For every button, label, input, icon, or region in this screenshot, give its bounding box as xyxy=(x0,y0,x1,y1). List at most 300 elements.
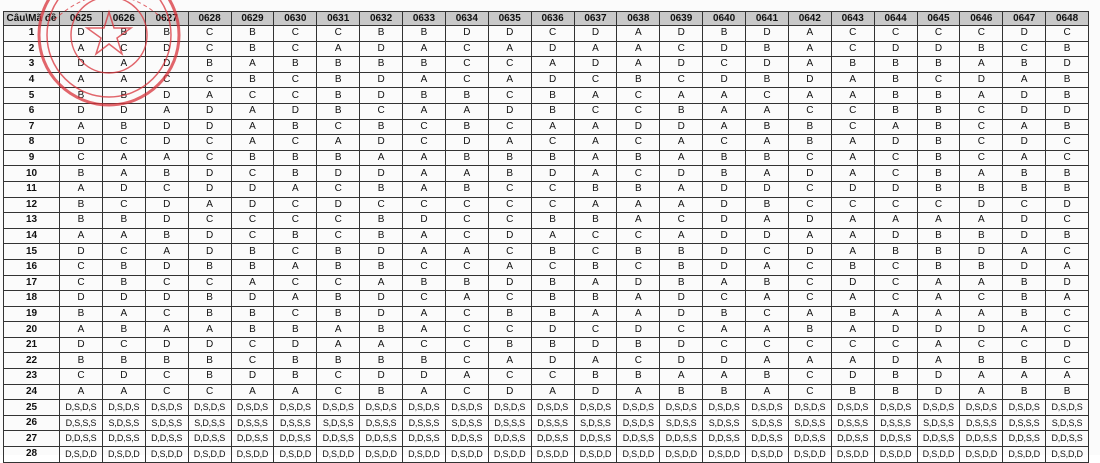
question-number: 2 xyxy=(4,41,60,57)
answer-cell: A xyxy=(574,306,617,322)
answer-cell: A xyxy=(403,41,446,57)
answer-cell: B xyxy=(703,384,746,400)
answer-cell: C xyxy=(1046,244,1089,260)
exam-code-header: 0643 xyxy=(831,12,874,26)
answer-cell: B xyxy=(274,353,317,369)
question-number: 4 xyxy=(4,72,60,88)
question-number: 5 xyxy=(4,88,60,104)
exam-code-header: 0633 xyxy=(403,12,446,26)
answer-cell: D xyxy=(488,228,531,244)
answer-cell: A xyxy=(231,119,274,135)
answer-cell: A xyxy=(317,337,360,353)
answer-cell: D xyxy=(360,41,403,57)
answer-cell: D xyxy=(60,57,103,73)
answer-cell: S,D,S,S xyxy=(445,415,488,431)
answer-cell: D xyxy=(360,72,403,88)
answer-cell: A xyxy=(445,369,488,385)
answer-cell: B xyxy=(874,244,917,260)
answer-cell: B xyxy=(831,306,874,322)
answer-cell: D xyxy=(231,197,274,213)
answer-cell: C xyxy=(445,259,488,275)
answer-cell: C xyxy=(788,369,831,385)
answer-cell: A xyxy=(102,166,145,182)
answer-cell: A xyxy=(574,135,617,151)
answer-cell: B xyxy=(574,291,617,307)
answer-cell: A xyxy=(617,41,660,57)
answer-cell: D,S,D,D xyxy=(574,447,617,463)
answer-cell: B xyxy=(317,353,360,369)
answer-cell: S,D,S,S xyxy=(660,415,703,431)
answer-cell: B xyxy=(831,384,874,400)
answer-cell: B xyxy=(360,228,403,244)
answer-cell: C xyxy=(274,135,317,151)
answer-cell: D,D,S,S xyxy=(703,431,746,447)
answer-cell: A xyxy=(917,213,960,229)
answer-cell: B xyxy=(445,119,488,135)
answer-cell: B xyxy=(831,259,874,275)
answer-cell: C xyxy=(660,72,703,88)
answer-cell: B xyxy=(317,244,360,260)
answer-cell: B xyxy=(746,41,789,57)
answer-cell: D xyxy=(1003,135,1046,151)
answer-cell: C xyxy=(188,150,231,166)
answer-cell: B xyxy=(445,181,488,197)
answer-cell: S,D,S,S xyxy=(746,415,789,431)
answer-cell: A xyxy=(831,135,874,151)
question-number: 12 xyxy=(4,197,60,213)
answer-cell: B xyxy=(917,181,960,197)
answer-cell: D xyxy=(1003,228,1046,244)
answer-cell: B xyxy=(531,150,574,166)
answer-cell: D xyxy=(1046,103,1089,119)
answer-cell: B xyxy=(874,103,917,119)
answer-cell: D xyxy=(874,41,917,57)
answer-cell: D xyxy=(874,181,917,197)
answer-cell: D xyxy=(60,337,103,353)
answer-cell: B xyxy=(317,306,360,322)
answer-cell: C xyxy=(1046,306,1089,322)
answer-cell: B xyxy=(317,291,360,307)
table-row xyxy=(4,369,1089,385)
answer-cell: B xyxy=(1046,88,1089,104)
question-number: 16 xyxy=(4,259,60,275)
answer-cell: D xyxy=(660,166,703,182)
answer-cell: A xyxy=(445,103,488,119)
exam-code-header: 0627 xyxy=(145,12,188,26)
question-number: 26 xyxy=(4,415,60,431)
table-row xyxy=(4,181,1089,197)
answer-cell: C xyxy=(60,259,103,275)
answer-cell: C xyxy=(703,337,746,353)
answer-cell: C xyxy=(231,337,274,353)
answer-cell: D,S,D,S xyxy=(746,400,789,416)
answer-cell: D,S,D,S xyxy=(660,400,703,416)
answer-cell: B xyxy=(703,26,746,42)
answer-cell: D,D,S,S xyxy=(874,431,917,447)
answer-cell: B xyxy=(960,41,1003,57)
table-row xyxy=(4,291,1089,307)
answer-cell: D,S,D,D xyxy=(1003,447,1046,463)
answer-cell: C xyxy=(188,384,231,400)
question-number: 7 xyxy=(4,119,60,135)
answer-cell: B xyxy=(574,213,617,229)
answer-cell: D xyxy=(746,228,789,244)
answer-cell: B xyxy=(102,119,145,135)
answer-cell: D,S,S,S xyxy=(360,415,403,431)
answer-cell: A xyxy=(831,244,874,260)
answer-cell: A xyxy=(746,322,789,338)
answer-cell: D,S,D,D xyxy=(660,447,703,463)
answer-cell: D,S,D,D xyxy=(617,447,660,463)
answer-cell: B xyxy=(660,275,703,291)
answer-cell: B xyxy=(102,259,145,275)
answer-cell: A xyxy=(960,166,1003,182)
answer-cell: B xyxy=(531,337,574,353)
exam-code-header: 0630 xyxy=(274,12,317,26)
answer-cell: S,D,S,S xyxy=(1046,415,1089,431)
answer-cell: D xyxy=(788,244,831,260)
table-row xyxy=(4,26,1089,42)
answer-cell: C xyxy=(188,41,231,57)
answer-cell: C xyxy=(1003,41,1046,57)
answer-cell: C xyxy=(231,353,274,369)
answer-cell: A xyxy=(746,103,789,119)
answer-cell: A xyxy=(445,244,488,260)
answer-cell: D,S,D,D xyxy=(231,447,274,463)
answer-cell: A xyxy=(917,306,960,322)
answer-cell: S,D,S,S xyxy=(188,415,231,431)
answer-cell: C xyxy=(574,228,617,244)
answer-cell: B xyxy=(231,41,274,57)
header-row xyxy=(4,12,1089,26)
answer-cell: C xyxy=(188,26,231,42)
answer-cell: C xyxy=(960,135,1003,151)
answer-cell: C xyxy=(960,26,1003,42)
answer-cell: B xyxy=(874,369,917,385)
answer-cell: C xyxy=(874,275,917,291)
answer-cell: C xyxy=(660,322,703,338)
answer-cell: C xyxy=(531,369,574,385)
answer-cell: C xyxy=(445,213,488,229)
table-row xyxy=(4,57,1089,73)
answer-cell: D xyxy=(1003,259,1046,275)
answer-cell: C xyxy=(617,103,660,119)
answer-cell: A xyxy=(960,306,1003,322)
answer-cell: C xyxy=(317,369,360,385)
answer-cell: B xyxy=(360,353,403,369)
answer-cell: D xyxy=(360,369,403,385)
answer-cell: C xyxy=(274,197,317,213)
answer-cell: D,S,D,S xyxy=(531,400,574,416)
answer-cell: B xyxy=(1003,291,1046,307)
answer-cell: B xyxy=(788,322,831,338)
answer-cell: A xyxy=(231,135,274,151)
answer-cell: D xyxy=(231,291,274,307)
answer-cell: A xyxy=(660,135,703,151)
answer-cell: C xyxy=(488,181,531,197)
answer-cell: D xyxy=(145,197,188,213)
answer-cell: B xyxy=(574,369,617,385)
answer-cell: B xyxy=(874,88,917,104)
answer-cell: A xyxy=(403,306,446,322)
answer-cell: D,S,S,S xyxy=(960,415,1003,431)
table-row xyxy=(4,415,1089,431)
question-number: 15 xyxy=(4,244,60,260)
answer-cell: A xyxy=(1003,369,1046,385)
question-number: 25 xyxy=(4,400,60,416)
answer-cell: A xyxy=(960,88,1003,104)
answer-cell: D xyxy=(360,291,403,307)
table-row xyxy=(4,384,1089,400)
answer-cell: D xyxy=(917,41,960,57)
table-row xyxy=(4,119,1089,135)
answer-cell: B xyxy=(231,72,274,88)
answer-cell: A xyxy=(1003,322,1046,338)
answer-cell: C xyxy=(317,384,360,400)
answer-cell: A xyxy=(60,384,103,400)
answer-cell: A xyxy=(274,259,317,275)
answer-cell: D,D,S,S xyxy=(1003,431,1046,447)
answer-cell: A xyxy=(231,384,274,400)
answer-cell: B xyxy=(1046,119,1089,135)
answer-cell: C xyxy=(145,384,188,400)
answer-cell: A xyxy=(1046,291,1089,307)
answer-cell: B xyxy=(788,119,831,135)
answer-cell: C xyxy=(1046,322,1089,338)
answer-cell: C xyxy=(102,244,145,260)
answer-cell: A xyxy=(788,57,831,73)
answer-cell: B xyxy=(274,228,317,244)
answer-cell: C xyxy=(703,291,746,307)
answer-cell: D,S,D,D xyxy=(445,447,488,463)
answer-cell: C xyxy=(574,72,617,88)
answer-cell: D,S,D,D xyxy=(360,447,403,463)
exam-code-header: 0638 xyxy=(617,12,660,26)
exam-code-header: 0640 xyxy=(703,12,746,26)
answer-cell: A xyxy=(831,72,874,88)
exam-code-header: 0646 xyxy=(960,12,1003,26)
answer-cell: C xyxy=(488,322,531,338)
answer-cell: C xyxy=(788,291,831,307)
exam-code-header: 0637 xyxy=(574,12,617,26)
answer-cell: B xyxy=(617,72,660,88)
answer-cell: C xyxy=(531,181,574,197)
answer-cell: B xyxy=(960,181,1003,197)
answer-cell: A xyxy=(831,88,874,104)
answer-cell: A xyxy=(188,322,231,338)
answer-cell: B xyxy=(231,244,274,260)
answer-cell: A xyxy=(831,353,874,369)
exam-code-header: 0642 xyxy=(788,12,831,26)
answer-cell: B xyxy=(960,353,1003,369)
answer-cell: D xyxy=(145,259,188,275)
answer-cell: B xyxy=(274,119,317,135)
answer-cell: C xyxy=(960,337,1003,353)
answer-cell: A xyxy=(360,275,403,291)
answer-cell: C xyxy=(445,337,488,353)
exam-code-header: 0631 xyxy=(317,12,360,26)
answer-cell: D,S,D,S xyxy=(788,400,831,416)
answer-cell: B xyxy=(488,306,531,322)
answer-cell: C xyxy=(445,384,488,400)
question-number: 18 xyxy=(4,291,60,307)
answer-cell: A xyxy=(145,322,188,338)
answer-cell: C xyxy=(488,244,531,260)
answer-cell: D xyxy=(360,244,403,260)
answer-cell: B xyxy=(917,150,960,166)
answer-cell: D,D,S,S xyxy=(831,431,874,447)
question-number: 13 xyxy=(4,213,60,229)
answer-cell: B xyxy=(917,135,960,151)
answer-cell: A xyxy=(831,150,874,166)
answer-cell: A xyxy=(60,322,103,338)
answer-cell: D xyxy=(231,181,274,197)
answer-cell: C xyxy=(102,337,145,353)
answer-cell: D,S,D,D xyxy=(788,447,831,463)
answer-cell: C xyxy=(145,306,188,322)
answer-cell: A xyxy=(617,306,660,322)
answer-cell: B xyxy=(874,57,917,73)
answer-cell: C xyxy=(188,72,231,88)
answer-cell: B xyxy=(188,57,231,73)
answer-cell: C xyxy=(574,244,617,260)
answer-cell: B xyxy=(1003,181,1046,197)
answer-cell: D,S,S,S xyxy=(488,415,531,431)
answer-cell: C xyxy=(531,26,574,42)
answer-cell: C xyxy=(617,228,660,244)
answer-cell: D xyxy=(360,88,403,104)
answer-cell: D,S,D,D xyxy=(403,447,446,463)
answer-cell: A xyxy=(145,103,188,119)
answer-cell: D xyxy=(703,213,746,229)
answer-cell: D xyxy=(60,135,103,151)
answer-cell: D xyxy=(703,353,746,369)
answer-cell: B xyxy=(317,103,360,119)
answer-cell: A xyxy=(403,228,446,244)
answer-cell: B xyxy=(488,166,531,182)
answer-cell: C xyxy=(917,197,960,213)
answer-cell: A xyxy=(746,353,789,369)
answer-cell: D,S,D,S xyxy=(360,400,403,416)
answer-cell: D,S,S,S xyxy=(274,415,317,431)
answer-cell: C xyxy=(403,291,446,307)
answer-cell: D,S,D,D xyxy=(188,447,231,463)
answer-cell: A xyxy=(60,119,103,135)
answer-cell: D xyxy=(831,369,874,385)
answer-cell: D,D,S,S xyxy=(360,431,403,447)
answer-cell: B xyxy=(231,26,274,42)
answer-cell: D,D,S,S xyxy=(317,431,360,447)
answer-cell: A xyxy=(102,150,145,166)
answer-cell: A xyxy=(917,291,960,307)
answer-cell: B xyxy=(274,369,317,385)
answer-cell: B xyxy=(531,213,574,229)
answer-cell: B xyxy=(488,337,531,353)
answer-cell: A xyxy=(874,213,917,229)
question-number: 1 xyxy=(4,26,60,42)
answer-cell: C xyxy=(1046,213,1089,229)
answer-cell: D xyxy=(1003,103,1046,119)
answer-cell: C xyxy=(274,244,317,260)
table-row xyxy=(4,275,1089,291)
table-row xyxy=(4,197,1089,213)
answer-cell: B xyxy=(531,103,574,119)
answer-cell: B xyxy=(145,26,188,42)
answer-cell: C xyxy=(188,135,231,151)
answer-cell: D xyxy=(874,135,917,151)
answer-cell: A xyxy=(231,103,274,119)
answer-cell: C xyxy=(874,197,917,213)
answer-cell: B xyxy=(703,166,746,182)
answer-cell: D xyxy=(531,166,574,182)
answer-cell: D,D,S,S xyxy=(188,431,231,447)
answer-cell: C xyxy=(617,88,660,104)
answer-cell: D xyxy=(960,322,1003,338)
answer-cell: D xyxy=(703,244,746,260)
answer-cell: D,S,D,S xyxy=(1003,400,1046,416)
table-row xyxy=(4,306,1089,322)
answer-cell: D,D,S,S xyxy=(531,431,574,447)
answer-cell: A xyxy=(403,244,446,260)
answer-cell: C xyxy=(874,337,917,353)
answer-cell: D,S,D,S xyxy=(703,400,746,416)
answer-cell: D,S,D,S xyxy=(60,400,103,416)
answer-cell: A xyxy=(317,135,360,151)
answer-cell: B xyxy=(1003,306,1046,322)
answer-cell: D xyxy=(102,291,145,307)
answer-cell: D xyxy=(188,244,231,260)
answer-cell: B xyxy=(617,150,660,166)
answer-cell: C xyxy=(445,57,488,73)
answer-cell: C xyxy=(1046,353,1089,369)
answer-cell: D,S,S,S xyxy=(403,415,446,431)
answer-cell: C xyxy=(874,259,917,275)
answer-cell: A xyxy=(60,41,103,57)
answer-cell: A xyxy=(274,181,317,197)
answer-cell: B xyxy=(145,353,188,369)
answer-cell: C xyxy=(1046,135,1089,151)
answer-cell: D xyxy=(617,119,660,135)
answer-cell: A xyxy=(874,119,917,135)
answer-cell: A xyxy=(488,41,531,57)
answer-cell: A xyxy=(831,166,874,182)
answer-cell: D xyxy=(660,291,703,307)
answer-cell: B xyxy=(660,103,703,119)
exam-code-header: 0639 xyxy=(660,12,703,26)
answer-cell: A xyxy=(488,259,531,275)
answer-cell: A xyxy=(703,275,746,291)
question-number: 11 xyxy=(4,181,60,197)
answer-cell: C xyxy=(960,291,1003,307)
table-row xyxy=(4,150,1089,166)
answer-cell: D,S,D,S xyxy=(445,400,488,416)
answer-cell: B xyxy=(403,57,446,73)
question-number: 8 xyxy=(4,135,60,151)
answer-cell: D xyxy=(145,119,188,135)
answer-cell: A xyxy=(488,135,531,151)
answer-cell: B xyxy=(746,369,789,385)
answer-cell: D xyxy=(960,197,1003,213)
answer-cell: C xyxy=(788,181,831,197)
answer-cell: S,D,S,S xyxy=(102,415,145,431)
answer-cell: C xyxy=(488,369,531,385)
answer-cell: B xyxy=(531,275,574,291)
answer-cell: C xyxy=(488,119,531,135)
answer-cell: D,D,S,S xyxy=(1046,431,1089,447)
answer-cell: D xyxy=(874,228,917,244)
answer-cell: D xyxy=(874,353,917,369)
answer-cell: D xyxy=(102,103,145,119)
